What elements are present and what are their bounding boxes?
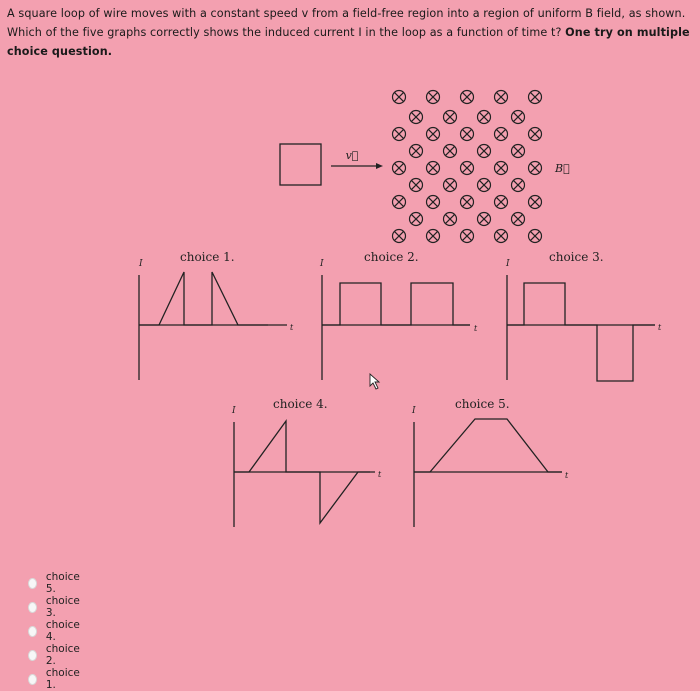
graph-choice-4 (234, 421, 375, 527)
field-into-page-icon (461, 91, 474, 104)
field-into-page-icon (444, 179, 457, 192)
field-into-page-icon (410, 179, 423, 192)
field-into-page-icon (410, 111, 423, 124)
graph-label-choice-5: choice 5. (455, 397, 510, 411)
option-choice-3[interactable] (28, 597, 82, 617)
option-label: choice 5. (45, 571, 80, 595)
field-into-page-icon (393, 230, 406, 243)
field-into-page-icon (529, 196, 542, 209)
field-into-page-icon (393, 91, 406, 104)
radio-button[interactable] (28, 650, 37, 661)
graph-choice-2 (322, 275, 470, 380)
graph-4-i-label: I (232, 406, 236, 416)
field-label: B⃗ (555, 162, 570, 175)
field-into-page-icon (427, 162, 440, 175)
field-into-page-icon (393, 128, 406, 141)
square-loop (280, 144, 321, 185)
field-into-page-icon (427, 196, 440, 209)
graph-5-curve (414, 419, 562, 472)
field-into-page-icon (410, 145, 423, 158)
option-label: choice 1. (45, 667, 80, 691)
field-into-page-icon (393, 196, 406, 209)
field-into-page-icon (512, 179, 525, 192)
radio-button[interactable] (28, 674, 37, 685)
field-into-page-icon (529, 91, 542, 104)
graph-1-curve (139, 272, 268, 325)
graph-3-t-label: t (658, 323, 662, 332)
field-into-page-icon (495, 230, 508, 243)
option-choice-2[interactable] (28, 645, 82, 665)
graph-label-choice-4: choice 4. (273, 397, 328, 411)
graph-1-i-label: I (139, 259, 143, 269)
option-label: choice 3. (45, 595, 80, 619)
field-into-page-icon (478, 179, 491, 192)
field-into-page-icon (444, 111, 457, 124)
graph-label-choice-2: choice 2. (364, 250, 419, 264)
graph-2-curve (322, 283, 470, 325)
field-into-page-icon (495, 128, 508, 141)
field-into-page-icon (427, 91, 440, 104)
question-body: A square loop of wire moves with a constant speed v from a field-free region into a region of uniform B field, as shown. Which of the five graphs correctly shows the induced current I in the loop as a function of time t? (7, 7, 686, 39)
field-into-page-icon (512, 145, 525, 158)
field-into-page-icon (461, 196, 474, 209)
field-into-page-icon (495, 91, 508, 104)
field-into-page-icon (529, 162, 542, 175)
graph-1-t-label: t (290, 323, 294, 332)
graph-choice-5 (414, 419, 562, 527)
magnetic-field-region (393, 91, 542, 243)
graph-2-t-label: t (474, 324, 478, 333)
radio-button[interactable] (28, 578, 37, 589)
field-into-page-icon (478, 111, 491, 124)
graph-5-i-label: I (412, 406, 416, 416)
field-into-page-icon (427, 128, 440, 141)
option-choice-5[interactable] (28, 573, 82, 593)
field-into-page-icon (444, 145, 457, 158)
graph-4-t-label: t (378, 470, 382, 479)
graph-3-i-label: I (506, 259, 510, 269)
question-note: One try on multiple choice question. (7, 26, 690, 58)
field-into-page-icon (529, 230, 542, 243)
option-label: choice 2. (45, 643, 80, 667)
field-into-page-icon (512, 213, 525, 226)
velocity-arrowhead (376, 163, 383, 169)
field-into-page-icon (495, 196, 508, 209)
graph-2-i-label: I (320, 259, 324, 269)
field-into-page-icon (393, 162, 406, 175)
field-into-page-icon (495, 162, 508, 175)
field-into-page-icon (529, 128, 542, 141)
field-into-page-icon (478, 213, 491, 226)
radio-button[interactable] (28, 626, 37, 637)
field-into-page-icon (427, 230, 440, 243)
field-into-page-icon (461, 162, 474, 175)
graph-choice-3 (507, 275, 655, 381)
field-into-page-icon (461, 128, 474, 141)
graph-5-t-label: t (565, 471, 569, 480)
graph-choice-1 (139, 272, 287, 380)
graph-label-choice-1: choice 1. (180, 250, 235, 264)
field-into-page-icon (512, 111, 525, 124)
field-into-page-icon (461, 230, 474, 243)
field-into-page-icon (410, 213, 423, 226)
radio-button[interactable] (28, 602, 37, 613)
mouse-cursor-icon (370, 374, 379, 389)
field-into-page-icon (478, 145, 491, 158)
option-choice-4[interactable] (28, 621, 82, 641)
option-choice-1[interactable] (28, 669, 82, 689)
graph-label-choice-3: choice 3. (549, 250, 604, 264)
graph-3-curve (507, 283, 655, 381)
velocity-label: v⃗ (345, 149, 359, 162)
option-label: choice 4. (45, 619, 80, 643)
field-into-page-icon (444, 213, 457, 226)
